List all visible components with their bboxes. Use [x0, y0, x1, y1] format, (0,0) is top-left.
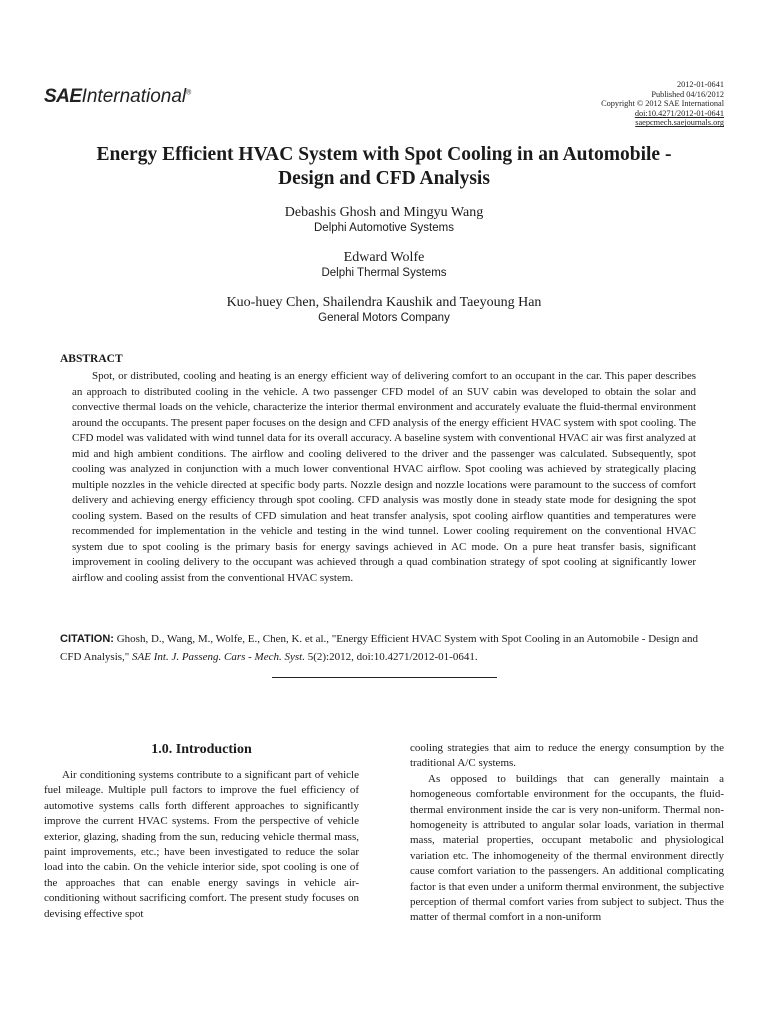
author-names-2: Edward Wolfe: [343, 250, 425, 265]
abstract-heading: ABSTRACT: [60, 353, 123, 365]
intro-paragraph-2: As opposed to buildings that can generally maintain a homogeneous comfortable environment for the occupants, the fluid-thermal environment inside the car is very non-uniform. Thermal non-homogeneity is attributed to angular solar loads, variation in thermal mass, material properties, occupant metabolic and physiological variation etc. The inhomogeneity of the thermal environment directly cause comfort variation to the passengers. An additional complicating factor is that even under a uniform thermal environment, the subjective perception of thermal comfort varies from subject to subject. Thus the matter of thermal comfort in a non-uniform: [410, 772, 724, 924]
journal-url[interactable]: saepcmech.saejournals.org: [635, 118, 724, 128]
section-divider: [272, 677, 497, 678]
publication-info: [601, 80, 724, 128]
citation-label: CITATION:: [60, 633, 114, 645]
introduction-heading: 1.0. Introduction: [151, 742, 252, 757]
copyright: Copyright © 2012 SAE International: [601, 99, 724, 109]
author-names-1: Debashis Ghosh and Mingyu Wang: [284, 205, 484, 220]
author-names-3: Kuo-huey Chen, Shailendra Kaushik and Taeyoung Han: [226, 295, 542, 310]
intro-continuation: cooling strategies that aim to reduce the energy consumption by the traditional A/C systems.: [410, 742, 724, 770]
sae-logo: [44, 86, 191, 108]
abstract-text: Spot, or distributed, cooling and heating is an energy efficient way of delivering comfort to an occupant in the car. This paper describes an approach to distributed cooling in the vehicle. A two passenger CFD model of an SUV cabin was developed to obtain the solar and convective thermal loads on the vehicle, characterize the interior thermal environment and accurately evaluate the fluid-thermal environment around the occupants. The present paper focuses on the design and CFD analysis of the energy efficient HVAC system with spot cooling. The CFD model was validated with wind tunnel data for its overall accuracy. A baseline system with conventional HVAC air was first analyzed at mid and high ambient conditions. The airflow and cooling delivered to the driver and the passenger was calculated. Subsequently, spot cooling was analyzed in conjunction with a much lower conventional HVAC airflow. Spot cooling was achieved by strategically placing multiple nozzles in the vehicle directed at specific body parts. Nozzle design and nozzle locations were paramount to the success of comfort delivery and achieving energy efficiency through spot cooling. CFD analysis was mostly done in steady state mode for designing the spot cooling system. Based on the results of CFD simulation and heat transfer analysis, spot cooling airflow quantities and temperatures were recommended for implementation in the vehicle and testing in the wind tunnel. Lower cooling requirement on the conventional HVAC system due to spot cooling is the primary basis for energy savings achieved in AC mode. On a pure heat transfer basis, significant improvement in cooling delivery to the occupant was achieved through a quad combination strategy of spot cooling at significantly lower airflow and cooling assist from the conventional HVAC system.: [72, 370, 696, 584]
paper-number: 2012-01-0641: [676, 80, 724, 89]
logo-international: International: [81, 86, 187, 107]
author-affiliation-1: Delphi Automotive Systems: [314, 222, 454, 234]
paper-title: Energy Efficient HVAC System with Spot Cooling in an Automobile - Design and CFD Analysis: [96, 144, 672, 189]
citation-text: Ghosh, D., Wang, M., Wolfe, E., Chen, K. et al., "Energy Efficient HVAC System with Spot Cooling in an Automobile - Design and CFD Analysis,": [60, 633, 699, 663]
citation-volume: 5(2):2012, doi:10.4271/2012-01-0641.: [304, 651, 478, 663]
author-affiliation-3: General Motors Company: [318, 312, 450, 324]
published-date: Published 04/16/2012: [651, 89, 724, 99]
intro-left-column: Air conditioning systems contribute to a significant part of vehicle fuel mileage. Multiple pull factors to improve the fuel efficiency of automotive systems calls forth different approaches to significantly improve the current HVAC systems. From the perspective of vehicle exterior, glazing, shading from the sun, reducing vehicle thermal mass, paint improvements, etc.; have been investigated to reduce the solar load into the cabin. On the vehicle interior side, spot cooling is one of the approaches that can enable energy savings in vehicle air-conditioning without sacrificing comfort. The present study focuses on devising effective spot: [44, 769, 359, 920]
logo-trademark: ®: [186, 89, 192, 97]
citation: [60, 630, 708, 666]
doi-link[interactable]: doi:10.4271/2012-01-0641: [634, 108, 724, 118]
logo-sae: SAE: [44, 86, 82, 107]
author-list: [80, 204, 688, 339]
author-affiliation-2: Delphi Thermal Systems: [321, 267, 447, 279]
intro-right-column: [410, 741, 724, 926]
citation-journal: SAE Int. J. Passeng. Cars - Mech. Syst.: [132, 651, 305, 663]
